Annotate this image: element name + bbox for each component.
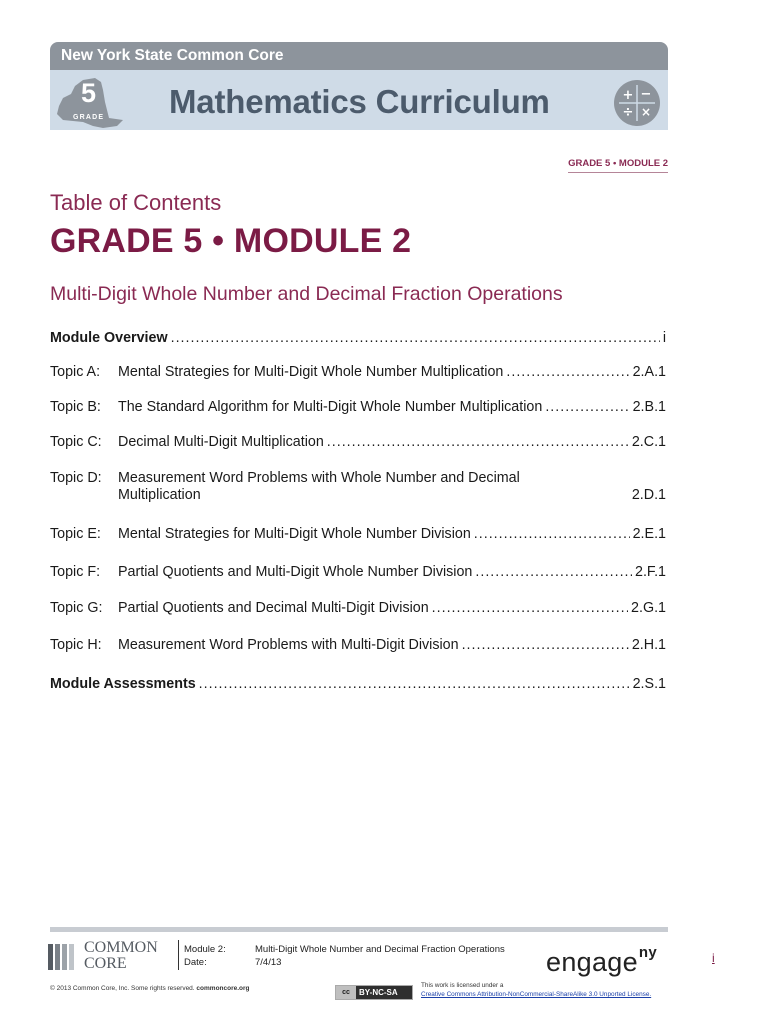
banner-text: New York State Common Core (61, 47, 284, 64)
engage-sup: ny (638, 944, 658, 961)
toc-entry-page: 2.H.1 (631, 637, 666, 653)
toc-entry-page: 2.E.1 (632, 526, 666, 542)
topic-prefix: Topic A: (50, 364, 101, 380)
toc-entry-page: 2.F.1 (635, 564, 666, 580)
topic-prefix: Topic D: (50, 470, 102, 486)
license-link[interactable]: Creative Commons Attribution-NonCommercial-ShareAlike 3.0 Unported License. (421, 991, 652, 998)
toc-entry-page: 2.D.1 (631, 487, 666, 503)
topic-prefix: Topic F: (50, 564, 101, 580)
topic-title: Partial Quotients and Decimal Multi-Digit Division (118, 600, 429, 616)
toc-leader-dots (327, 434, 629, 450)
curriculum-title: Mathematics Curriculum (169, 83, 550, 120)
header-banner-main (50, 70, 668, 130)
grade-number: 5 (81, 78, 97, 108)
toc-leader-dots (474, 526, 630, 542)
toc-entry-topic-h[interactable] (50, 637, 666, 653)
toc-entry-page: 2.C.1 (631, 434, 666, 450)
footer-separator (178, 940, 179, 970)
common-core-wordmark (84, 940, 158, 972)
toc-entry-label: Module Overview (50, 330, 168, 346)
toc-entry-topic-c[interactable] (50, 434, 666, 450)
date-value: 7/4/13 (255, 957, 282, 968)
footer-keys (184, 943, 226, 969)
toc-entry-page: 2.G.1 (631, 600, 666, 616)
org-line2: CORE (84, 955, 127, 972)
header-banner-top (50, 42, 668, 70)
license-line1: This work is licensed under a (421, 982, 504, 989)
footer-values (255, 943, 505, 969)
toc-leader-dots (171, 330, 660, 346)
license-badge-text: BY-NC-SA (359, 988, 398, 997)
toc-leader-dots (545, 399, 629, 415)
topic-prefix: Topic C: (50, 434, 102, 450)
footer-rule (50, 927, 668, 932)
running-head: GRADE 5 • MODULE 2 (568, 158, 668, 173)
toc-label: Table of Contents (50, 190, 222, 215)
topic-title: Partial Quotients and Multi-Digit Whole Number Division (118, 564, 473, 580)
engage-text: engage (546, 947, 638, 977)
module-value: Multi-Digit Whole Number and Decimal Fraction Operations (255, 944, 505, 955)
toc-leader-dots (475, 564, 632, 580)
common-core-logo-icon (48, 942, 80, 970)
cc-icon: cc (336, 986, 356, 999)
org-line1: COMMON (84, 939, 158, 956)
toc-entry-page: i (662, 330, 666, 346)
topic-title: Mental Strategies for Multi-Digit Whole Number Division (118, 526, 471, 542)
toc-entry-topic-g[interactable] (50, 600, 666, 616)
svg-text:×: × (640, 105, 652, 119)
toc-entry-topic-f[interactable] (50, 564, 666, 580)
new-york-state-icon (53, 76, 127, 130)
topic-prefix: Topic H: (50, 637, 102, 653)
toc-entry-module-assessments[interactable] (50, 676, 666, 692)
toc-entry-page: 2.B.1 (632, 399, 666, 415)
toc-entry-topic-d[interactable] (50, 470, 666, 506)
topic-title: Decimal Multi-Digit Multiplication (118, 434, 324, 450)
toc-entry-page: 2.S.1 (632, 676, 666, 692)
toc-entry-topic-b[interactable] (50, 399, 666, 415)
toc-entry-label: Module Assessments (50, 676, 196, 692)
toc-entry-topic-a[interactable] (50, 364, 666, 380)
svg-text:+: + (622, 88, 634, 103)
copyright-text: © 2013 Common Core, Inc. Some rights reserved. (50, 985, 195, 992)
svg-text:−: − (640, 87, 652, 102)
toc-leader-dots (199, 676, 630, 692)
topic-prefix: Topic G: (50, 600, 103, 616)
topic-title: Measurement Word Problems with Whole Number and Decimal (118, 470, 520, 486)
topic-prefix: Topic E: (50, 526, 101, 542)
license-notice (421, 981, 651, 999)
toc-leader-dots (432, 600, 628, 616)
toc-leader-dots (462, 637, 629, 653)
module-subtitle: Multi-Digit Whole Number and Decimal Fraction Operations (50, 283, 563, 305)
topic-title: Mental Strategies for Multi-Digit Whole Number Multiplication (118, 364, 504, 380)
topic-prefix: Topic B: (50, 399, 101, 415)
grade-word: GRADE (73, 114, 105, 121)
topic-title: Measurement Word Problems with Multi-Digit Division (118, 637, 459, 653)
date-key: Date: (184, 957, 207, 968)
engageny-logo (546, 944, 657, 978)
module-key: Module 2: (184, 944, 226, 955)
toc-entry-module-overview[interactable] (50, 330, 666, 346)
module-title: GRADE 5 • MODULE 2 (50, 222, 412, 260)
toc-leader-dots (506, 364, 629, 380)
creative-commons-badge[interactable] (335, 985, 413, 1000)
topic-d-line1 (50, 470, 520, 486)
copyright-notice (50, 985, 250, 992)
copyright-site: commoncore.org (196, 985, 250, 992)
page-number: i (712, 951, 715, 965)
toc-entry-page: 2.A.1 (632, 364, 666, 380)
toc-entry-topic-e[interactable] (50, 526, 666, 542)
svg-text:÷: ÷ (622, 105, 634, 120)
topic-title-line2: Multiplication (118, 487, 201, 503)
topic-title: The Standard Algorithm for Multi-Digit Whole Number Multiplication (118, 399, 543, 415)
topic-d-line2 (118, 487, 666, 503)
arithmetic-operations-icon (613, 79, 661, 127)
